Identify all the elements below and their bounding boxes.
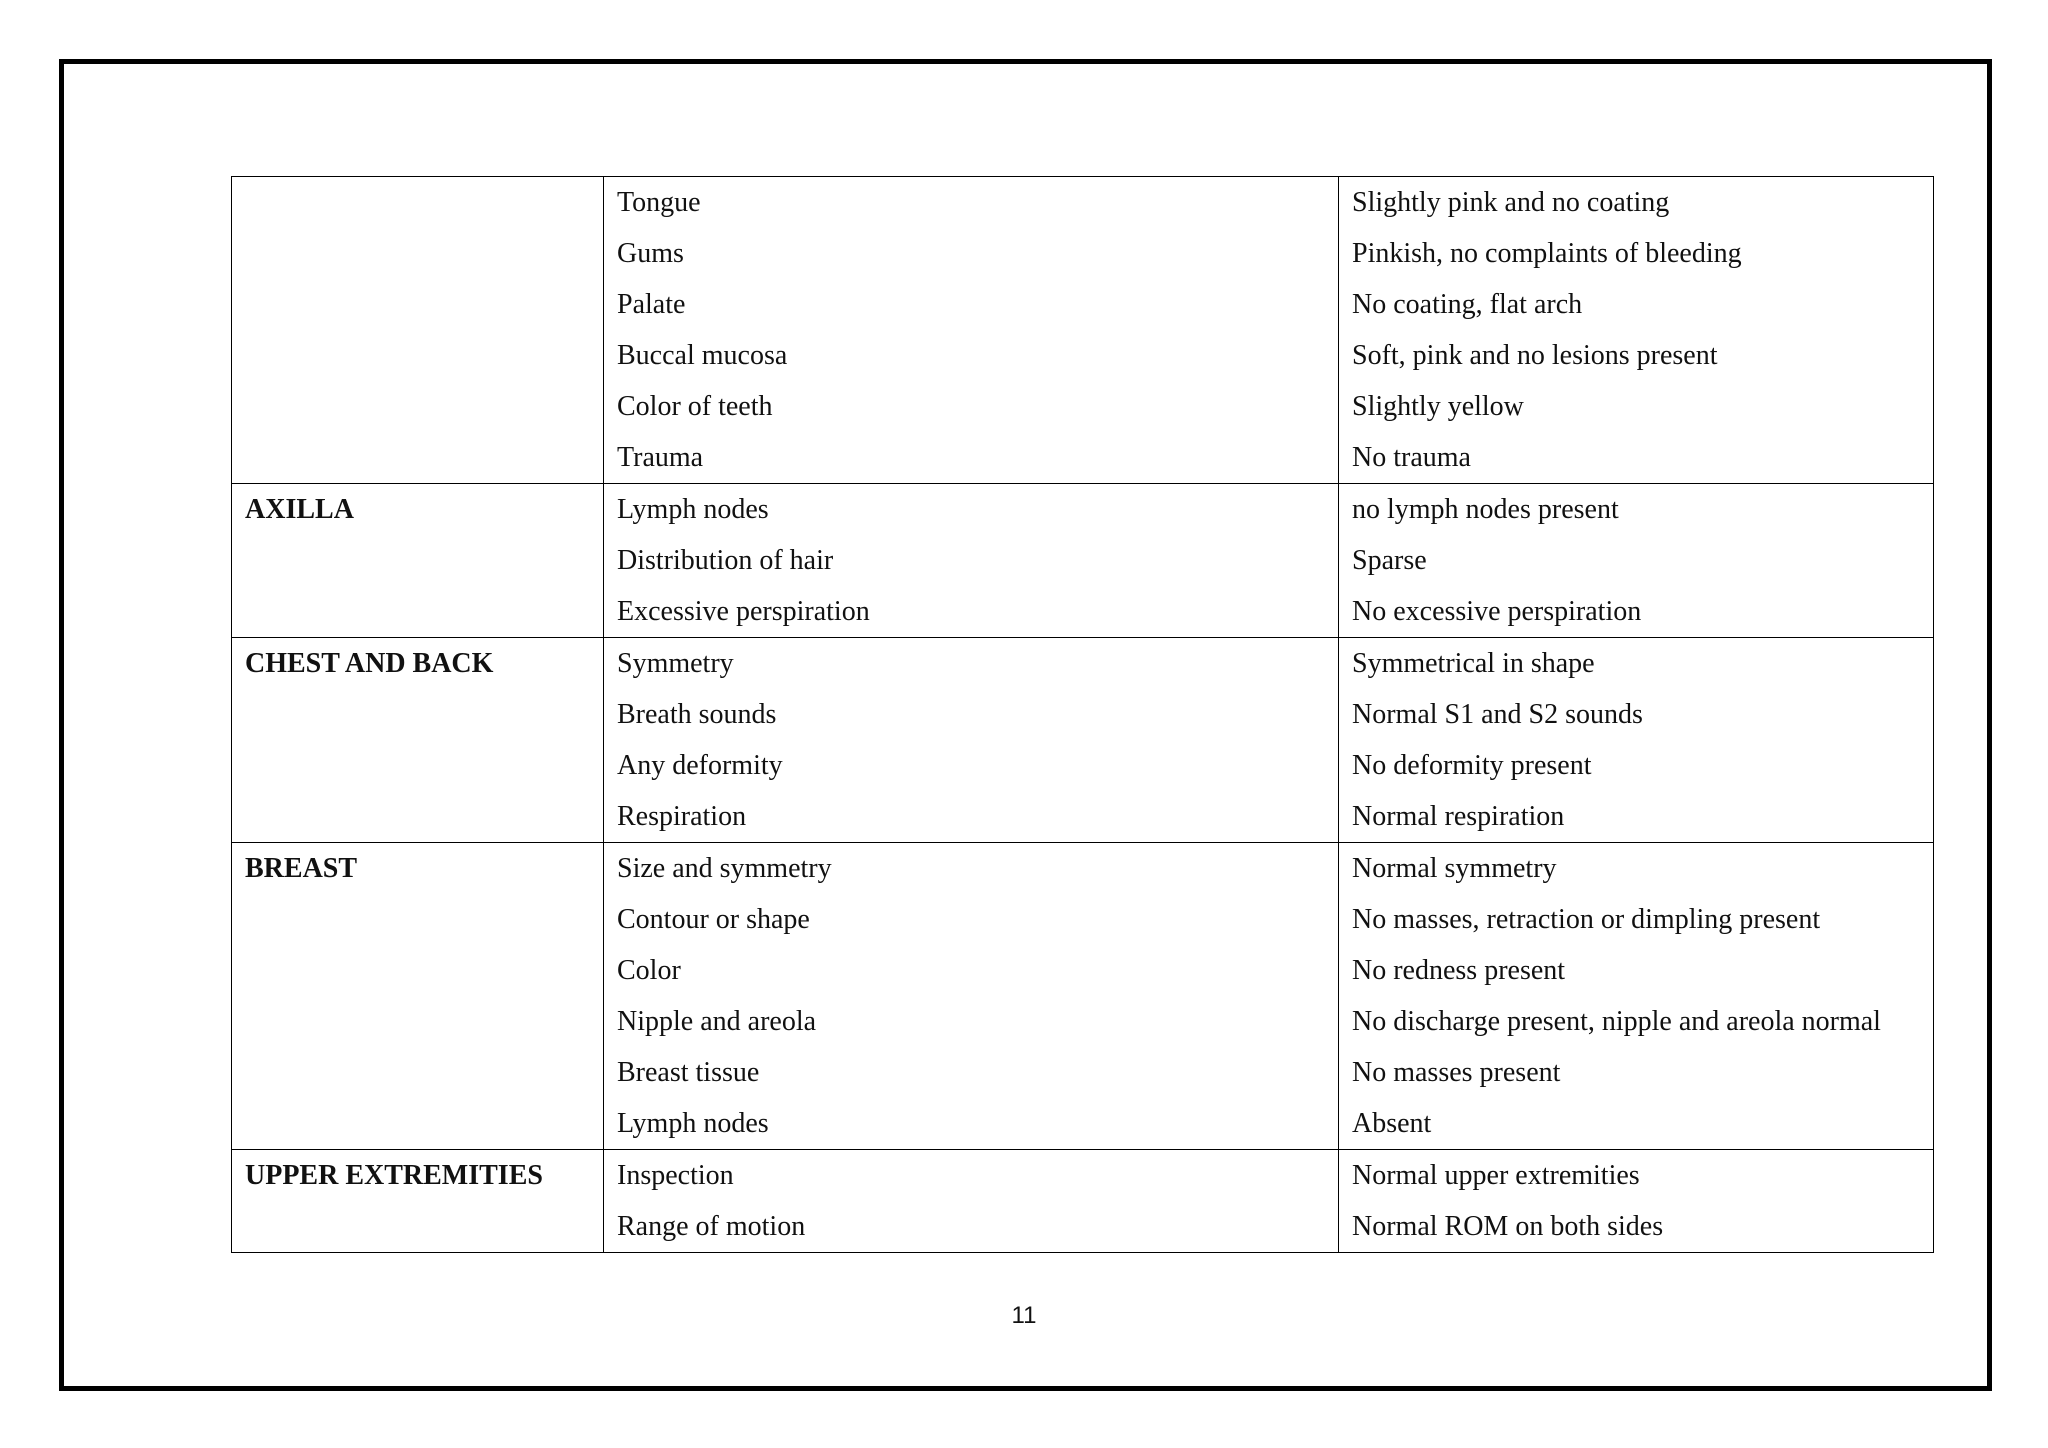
item-label: Inspection [617, 1160, 734, 1191]
finding-text: No excessive perspiration [1352, 596, 1642, 627]
item-label: Color [617, 955, 681, 986]
item-label: Buccal mucosa [617, 340, 788, 371]
finding-cell [1339, 638, 1934, 843]
section-label: CHEST AND BACK [245, 648, 494, 679]
finding-text: No redness present [1352, 955, 1566, 986]
page-number: 11 [1011, 1302, 1037, 1329]
finding-text: Normal upper extremities [1352, 1160, 1640, 1191]
item-label: Any deformity [617, 750, 783, 781]
finding-text: Symmetrical in shape [1352, 648, 1595, 679]
item-cell [604, 1150, 1339, 1253]
item-label: Contour or shape [617, 904, 810, 935]
finding-text: Sparse [1352, 545, 1427, 576]
item-cell [604, 843, 1339, 1150]
finding-cell [1339, 177, 1934, 484]
section-label: UPPER EXTREMITIES [245, 1160, 543, 1191]
item-label: Breath sounds [617, 699, 777, 730]
finding-text: No deformity present [1352, 750, 1592, 781]
finding-text: No masses, retraction or dimpling present [1352, 904, 1821, 935]
item-label: Size and symmetry [617, 853, 832, 884]
item-cell [604, 484, 1339, 638]
item-label: Gums [617, 238, 684, 269]
item-label: Lymph nodes [617, 1108, 769, 1139]
finding-text: Pinkish, no complaints of bleeding [1352, 238, 1742, 269]
section-cell [232, 843, 604, 1150]
finding-text: No discharge present, nipple and areola normal [1352, 1006, 1881, 1037]
finding-text: Absent [1352, 1108, 1432, 1139]
finding-text: Normal S1 and S2 sounds [1352, 699, 1643, 730]
item-label: Breast tissue [617, 1057, 760, 1088]
table-row [232, 484, 1934, 638]
item-label: Lymph nodes [617, 494, 769, 525]
finding-text: No masses present [1352, 1057, 1561, 1088]
table-row [232, 1150, 1934, 1253]
item-label: Trauma [617, 442, 704, 473]
finding-cell [1339, 1150, 1934, 1253]
finding-text: Normal respiration [1352, 801, 1565, 832]
item-cell [604, 177, 1339, 484]
section-cell [232, 1150, 604, 1253]
item-label: Respiration [617, 801, 747, 832]
finding-text: no lymph nodes present [1352, 494, 1619, 525]
item-label: Symmetry [617, 648, 734, 679]
table-row [232, 638, 1934, 843]
section-cell [232, 638, 604, 843]
section-label: BREAST [245, 853, 358, 884]
table-row [232, 843, 1934, 1150]
item-cell [604, 638, 1339, 843]
section-label: AXILLA [245, 494, 354, 525]
item-label: Nipple and areola [617, 1006, 817, 1037]
finding-text: Normal ROM on both sides [1352, 1211, 1664, 1242]
finding-text: Slightly yellow [1352, 391, 1524, 422]
finding-cell [1339, 484, 1934, 638]
finding-cell [1339, 843, 1934, 1150]
item-label: Excessive perspiration [617, 596, 870, 627]
finding-text: No coating, flat arch [1352, 289, 1583, 320]
table-row [232, 177, 1934, 484]
item-label: Tongue [617, 187, 701, 218]
section-cell [232, 177, 604, 484]
physical-exam-table [231, 176, 1934, 1253]
finding-text: Normal symmetry [1352, 853, 1557, 884]
item-label: Color of teeth [617, 391, 773, 422]
finding-text: No trauma [1352, 442, 1471, 473]
item-label: Range of motion [617, 1211, 806, 1242]
section-cell [232, 484, 604, 638]
finding-text: Soft, pink and no lesions present [1352, 340, 1718, 371]
item-label: Palate [617, 289, 686, 320]
item-label: Distribution of hair [617, 545, 834, 576]
finding-text: Slightly pink and no coating [1352, 187, 1670, 218]
